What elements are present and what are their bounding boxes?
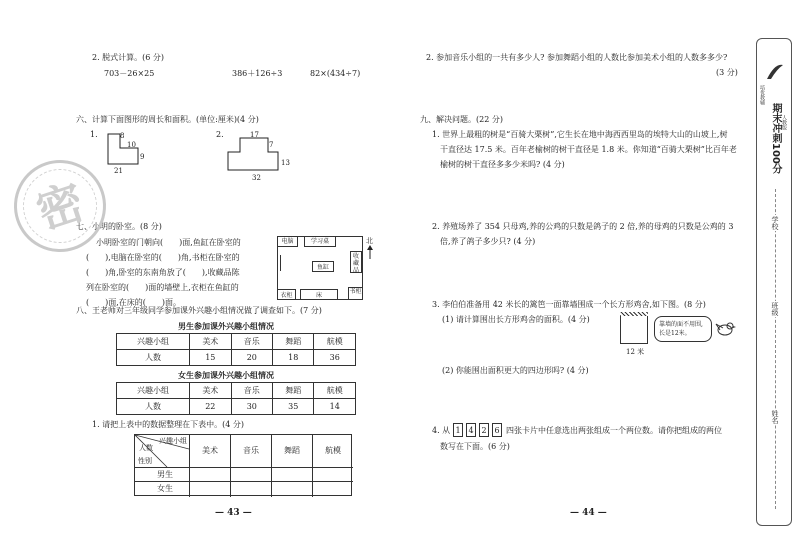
- p1-line-2: 干直径达 17.5 米。百年老榆树的树干直径是 1.8 米。你知道“百骑大栗树”比百年老: [440, 145, 737, 154]
- cell: 美术: [190, 383, 231, 399]
- girls-data-row: [117, 399, 356, 415]
- combined-col-4: 航模: [325, 446, 341, 455]
- girls-caption: 女生参加课外兴趣小组情况: [178, 370, 274, 380]
- cell: 人数: [117, 399, 190, 415]
- north-arrow-icon: [366, 245, 374, 259]
- page-number-right: — 44 —: [570, 508, 607, 518]
- cell: 兴趣小组: [117, 334, 190, 350]
- p4-line-2: 数写在下面。(6 分): [440, 442, 510, 451]
- s7-line-3: ( )角,卧室的东南角放了( ),收藏品陈: [86, 268, 240, 277]
- q2-title: 2. 脱式计算。(6 分): [92, 53, 165, 62]
- s7-line-4: 列在卧室的( )面的墙壁上,衣柜在鱼缸的: [86, 283, 239, 292]
- p1-line-3: 榆树的树干直径多多少米吗? (4 分): [440, 160, 565, 169]
- plan-fish-tank: 鱼缸: [312, 261, 334, 272]
- cell: 兴趣小组: [117, 383, 190, 399]
- plan-desk: 学习桌: [304, 237, 336, 247]
- cell: 音乐: [231, 383, 272, 399]
- cell: 音乐: [231, 334, 272, 350]
- figure-2-c: 13: [281, 159, 290, 167]
- brand-small: 培优教辅: [759, 85, 765, 105]
- cell: 22: [190, 399, 231, 415]
- combined-table: [134, 434, 352, 496]
- binding-line: [775, 189, 776, 509]
- brand-title: 期末冲刺100分: [770, 103, 781, 174]
- stamp-char: 密: [30, 174, 91, 240]
- s8-q1: 1. 请把上表中的数据整理在下表中。(4 分): [92, 420, 245, 429]
- section-8-title: 八、王老师对三年级同学参加课外兴趣小组情况做了调查如下。(7 分): [76, 306, 322, 315]
- cell: 36: [314, 350, 356, 366]
- figure-1-b: 10: [127, 141, 136, 149]
- cell: 18: [273, 350, 314, 366]
- cell: 14: [314, 399, 356, 415]
- page-number-left: — 43 —: [215, 508, 252, 518]
- boys-header-row: [117, 334, 356, 350]
- corner-bottom: 性别: [138, 457, 152, 465]
- boys-data-row: [117, 350, 356, 366]
- brand-edition: 人教版: [781, 115, 787, 130]
- field-name: 姓名: [771, 410, 779, 424]
- figure-2-b: 7: [269, 141, 274, 149]
- combined-row-girls: 女生: [157, 484, 173, 493]
- hint-bubble: 靠墙的面不用围,长是12米。: [654, 316, 712, 342]
- s7-line-5: ( )面,在床的( )面。: [86, 298, 182, 307]
- p1-line-1: 1. 世界上最粗的树是“百骑大栗树”,它生长在地中海西西里岛的埃特大山的山坡上,树: [432, 130, 728, 139]
- bird-icon: [714, 318, 736, 340]
- p3a-text: (1) 请计算围出长方形鸡舍的面积。(4 分): [442, 315, 590, 324]
- cell: 30: [231, 399, 272, 415]
- section-6-title: 六、计算下面图形的周长和面积。(单位:厘米)(4 分): [76, 115, 259, 124]
- cell: 20: [231, 350, 272, 366]
- figure-2-number: 2.: [216, 130, 224, 139]
- cell: 航模: [314, 334, 356, 350]
- north-label: 北: [366, 237, 373, 245]
- figure-2-d: 32: [252, 174, 261, 182]
- r-q2-score: (3 分): [716, 68, 738, 77]
- card-1: 1: [453, 423, 463, 437]
- expr-2: 386＋126÷3: [232, 69, 283, 78]
- bedroom-plan: [277, 236, 363, 300]
- s7-line-2: ( ),电脑在卧室的( )角,书柜在卧室的: [86, 253, 240, 262]
- p4-prefix: 4. 从: [432, 426, 451, 435]
- figure-1-a: 8: [120, 132, 125, 140]
- r-q2-text: 2. 参加音乐小组的一共有多少人? 参加舞蹈小组的人数比参加美术小组的人数多多少?: [426, 53, 728, 62]
- section-9-title: 九、解决问题。(22 分): [420, 115, 503, 124]
- cell: 美术: [190, 334, 231, 350]
- coop-rectangle: [620, 316, 648, 344]
- combined-col-1: 美术: [202, 446, 218, 455]
- section-7-title: 七、小明的卧室。(8 分): [76, 222, 162, 231]
- figure-1-c: 9: [140, 153, 145, 161]
- logo-icon: [765, 61, 785, 81]
- figure-2-a: 17: [250, 131, 259, 139]
- corner-top: 兴趣小组: [159, 437, 187, 445]
- p3b-text: (2) 你能围出面积更大的四边形吗? (4 分): [442, 366, 589, 375]
- combined-row-boys: 男生: [157, 470, 173, 479]
- expr-3: 82×(434÷7): [310, 69, 361, 78]
- plan-shelf: 书柜: [348, 287, 362, 300]
- plan-collection: 收藏品: [350, 251, 362, 273]
- field-school: 学校: [771, 216, 779, 230]
- girls-table: [116, 382, 356, 415]
- girls-header-row: [117, 383, 356, 399]
- binding-sidebar: [756, 38, 792, 526]
- boys-caption: 男生参加课外兴趣小组情况: [178, 321, 274, 331]
- expr-1: 703－26×25: [104, 69, 155, 78]
- plan-computer: 电脑: [278, 237, 298, 247]
- s7-line-1: 小明卧室的门朝向( )面,鱼缸在卧室的: [96, 238, 241, 247]
- fig-length: 12 米: [626, 348, 645, 356]
- card-6: 6: [492, 423, 502, 437]
- plan-wardrobe: 衣柜: [278, 289, 296, 300]
- combined-col-3: 舞蹈: [284, 446, 300, 455]
- p2-line-2: 倍,养了鸽子多少只? (4 分): [440, 237, 536, 246]
- card-2: 2: [479, 423, 489, 437]
- plan-door: [280, 255, 284, 271]
- figure-1-shape: [100, 130, 160, 178]
- cell: 人数: [117, 350, 190, 366]
- combined-col-2: 音乐: [243, 446, 259, 455]
- p3-text: 3. 李伯伯准备用 42 米长的篱笆一面靠墙围成一个长方形鸡舍,如下图。(8 分): [432, 300, 706, 309]
- cell: 舞蹈: [273, 383, 314, 399]
- card-4: 4: [466, 423, 476, 437]
- figure-1-d: 21: [114, 167, 123, 175]
- field-class: 班级: [771, 302, 779, 316]
- p4-suffix: 四张卡片中任意选出两张组成一个两位数。请你把组成的两位: [506, 426, 722, 435]
- cell: 35: [273, 399, 314, 415]
- cell: 舞蹈: [273, 334, 314, 350]
- corner-mid: 人数: [139, 444, 153, 452]
- cell: 航模: [314, 383, 356, 399]
- boys-table: [116, 333, 356, 366]
- cell: 15: [190, 350, 231, 366]
- plan-bed: 床: [300, 289, 338, 300]
- p2-line-1: 2. 养殖场养了 354 只母鸡,养的公鸡的只数是鸽子的 2 倍,养的母鸡的只数是公鸡的 3: [432, 222, 734, 231]
- figure-1-number: 1.: [90, 130, 98, 139]
